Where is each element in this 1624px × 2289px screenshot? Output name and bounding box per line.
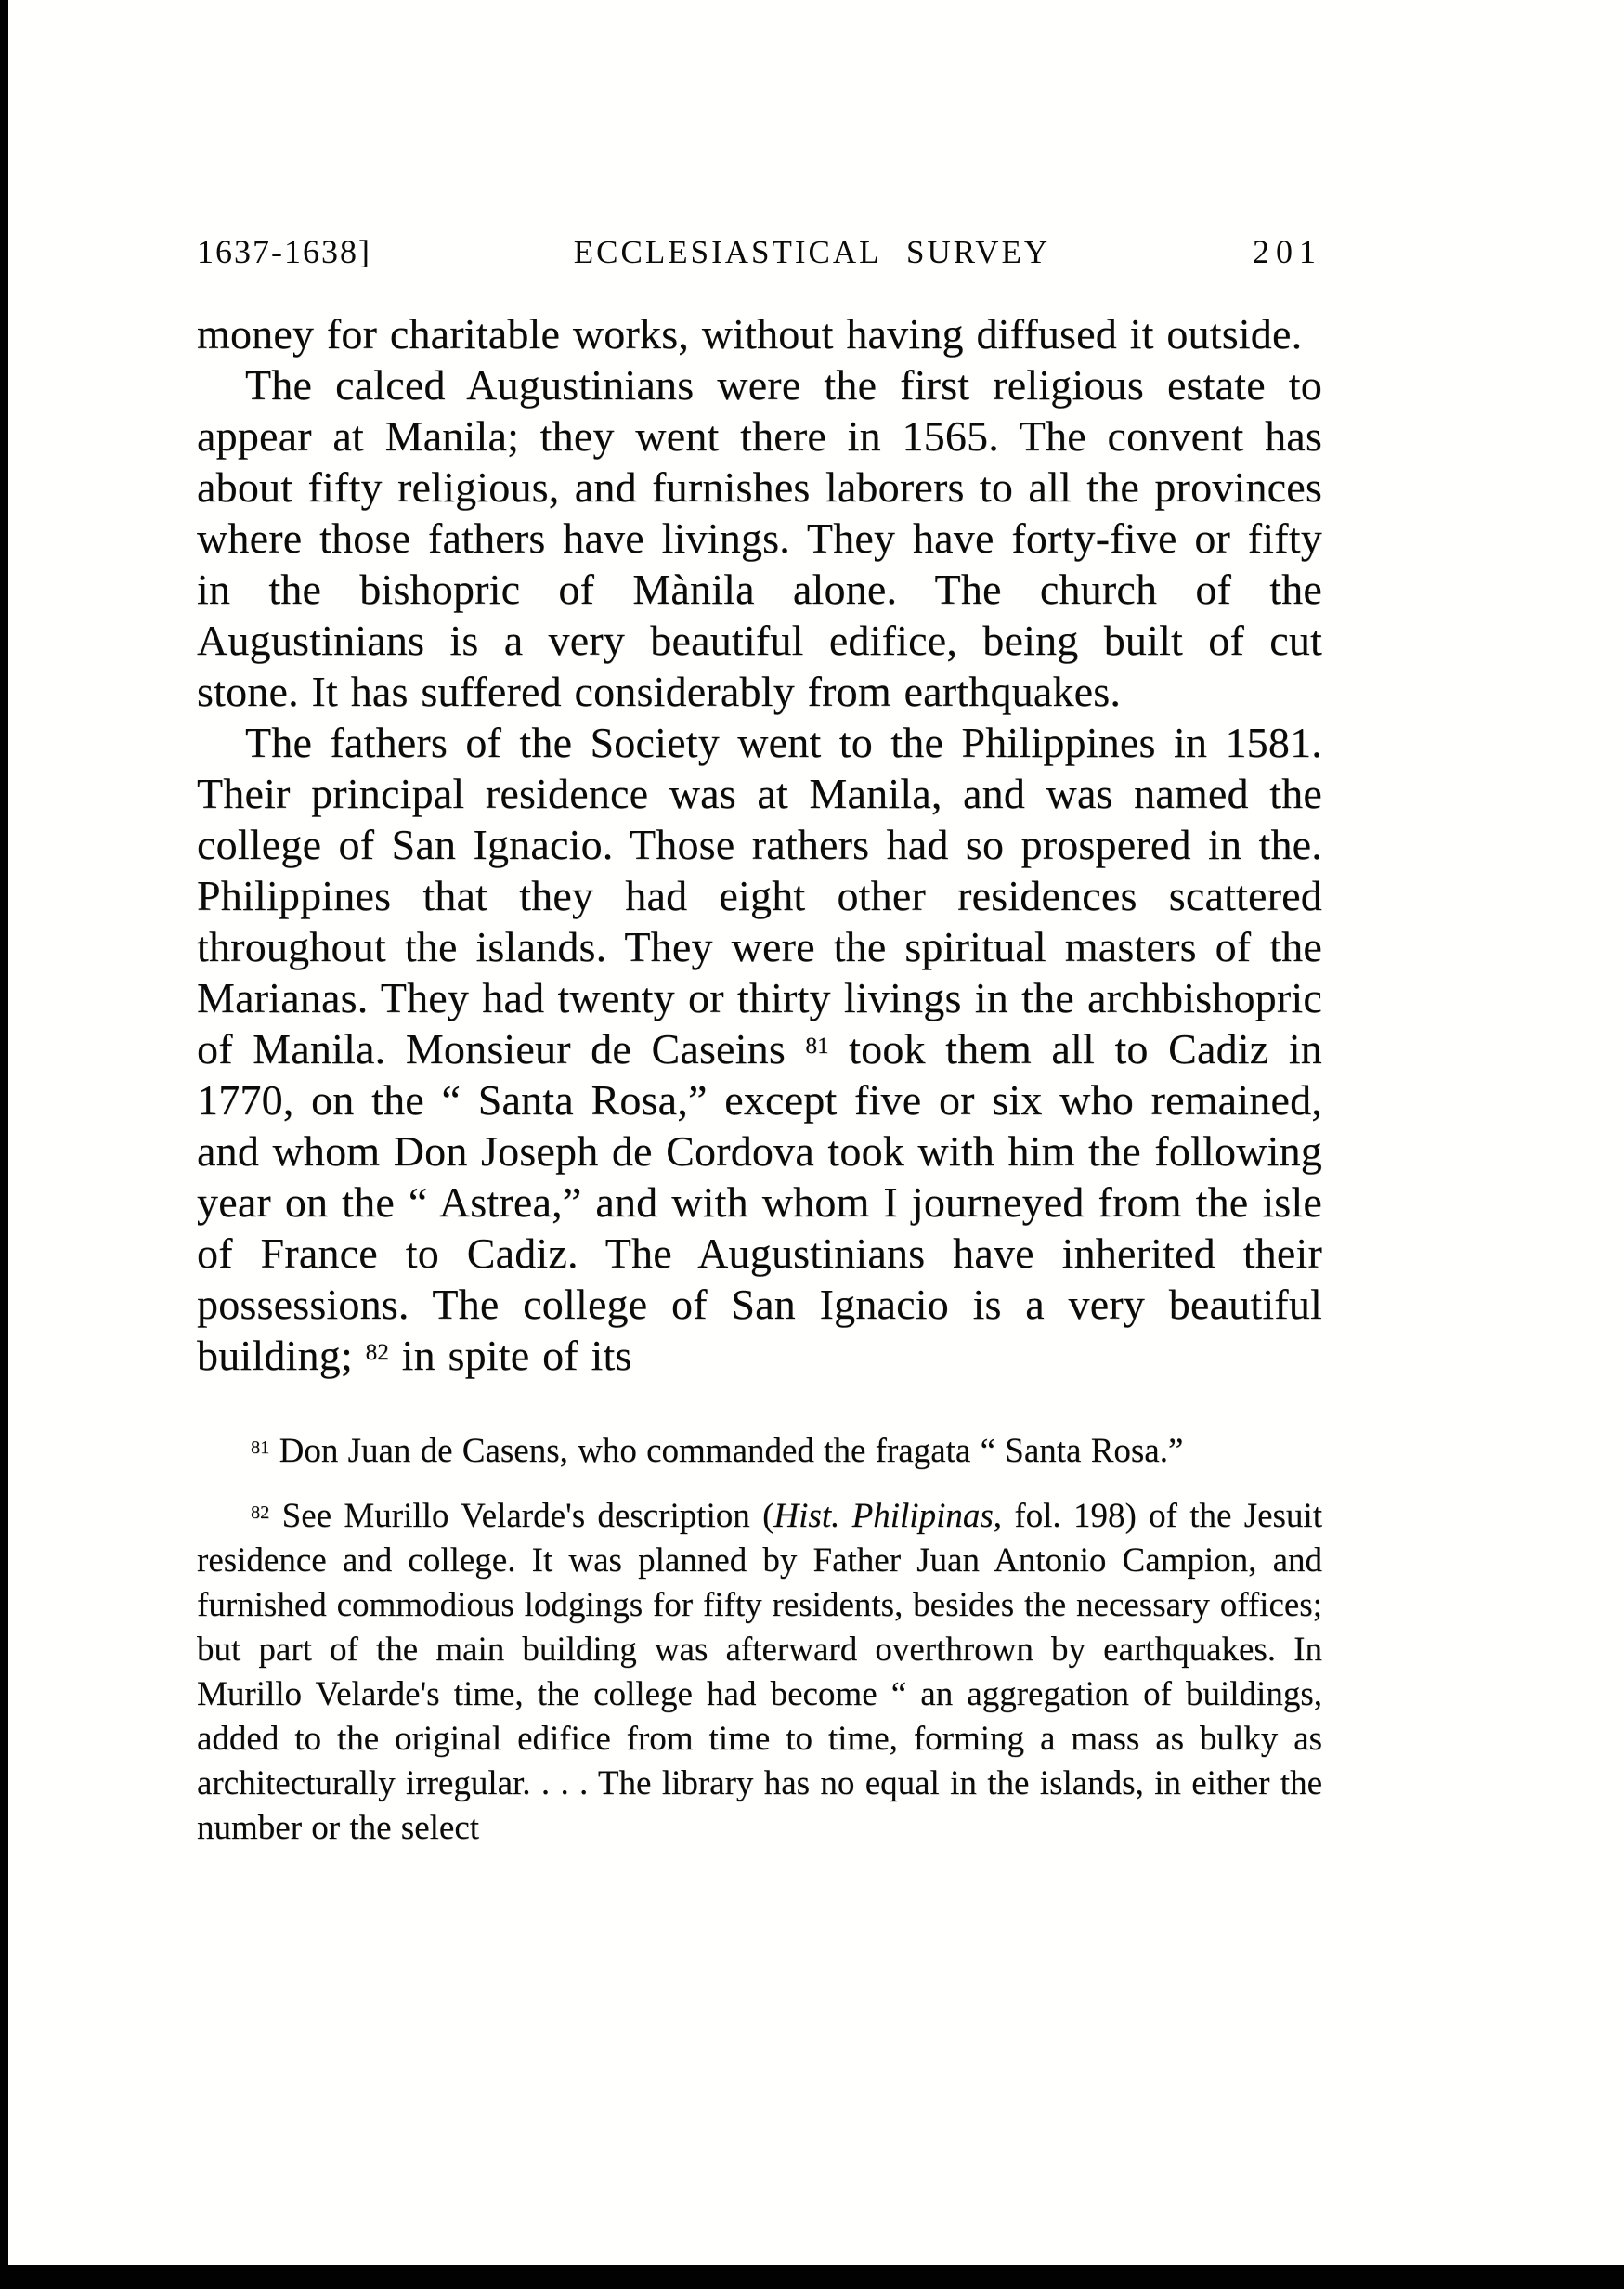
paragraph-continuation: money for charitable works, without having diffused it outside. — [197, 310, 1303, 358]
paragraph-society-text-2: took them all to Cadiz in 1770, on the “ Santa Rosa,” except five or six who remained, and whom Don Joseph de Cordova took with him the following year on the “ Astrea,” and with whom I journeyed from the isle of France to Cadiz. The Augustinians have inherited their possessions. The college of San Ignacio is a very beautiful building; — [197, 1025, 1322, 1379]
paragraph-augustinians: The calced Augustinians were the first religious estate to appear at Manila; they went there in 1565. The convent has about fifty religious, and furnishes laborers to all the provinces where those fathers have livings. They have forty-five or fifty in the bishopric of Mànila alone. The church of the Augustinians is a very beautiful edifice, being built of cut stone. It has suffered considerably from earthquakes. — [197, 361, 1322, 715]
footnote-82-text-2: , fol. 198) of the Jesuit residence and college. It was planned by Father Juan Antonio Campion, and furnished commodious lodgings for fifty residents, besides the necessary offices; but part of the main building was afterward overthrown by earthquakes. In Murillo Velarde's time, the college had become “ an aggregation of buildings, added to the original edifice from time to time, forming a mass as bulky as architecturally irregular. . . . The library has no equal in the islands, in either the number or the select — [197, 1497, 1322, 1847]
paragraph-society-text-3: in spite of its — [388, 1332, 632, 1379]
footnote-81-text: Don Juan de Casens, who commanded the fragata “ Santa Rosa.” — [269, 1432, 1184, 1470]
header-running-title: ECCLESIASTICAL SURVEY — [573, 234, 1051, 270]
body-text — [197, 308, 1322, 1381]
page-header — [197, 232, 1322, 271]
footnote-82-work-title: Hist. Philipinas — [773, 1497, 994, 1535]
footnote-82 — [197, 1494, 1322, 1851]
footnote-82-marker: 82 — [251, 1502, 270, 1523]
page-content — [197, 232, 1322, 1851]
paragraph-society — [197, 717, 1322, 1381]
scan-edge-bottom-artifact — [0, 2265, 1624, 2289]
footnote-81-marker: 81 — [251, 1437, 270, 1458]
footnote-reference-81: 81 — [805, 1032, 829, 1059]
footnote-reference-82: 82 — [365, 1338, 389, 1365]
footnotes-section — [197, 1429, 1322, 1851]
scan-edge-left-artifact — [0, 0, 8, 2289]
header-page-number: 201 — [1253, 233, 1322, 270]
footnote-81 — [197, 1429, 1322, 1474]
footnote-82-text-1: See Murillo Velarde's description ( — [269, 1497, 774, 1535]
header-year-range: 1637-1638] — [197, 233, 371, 270]
paragraph-society-text-1: The fathers of the Society went to the Philippines in 1581. Their principal residence was at Manila, and was named the college of San Ignacio. Those rathers had so prospered in the. Philippines that they had eight other residences scattered throughout the islands. They were the spiritual masters of the Marianas. They had twenty or thirty livings in the archbishopric of Manila. Monsieur de Caseins — [197, 719, 1322, 1073]
